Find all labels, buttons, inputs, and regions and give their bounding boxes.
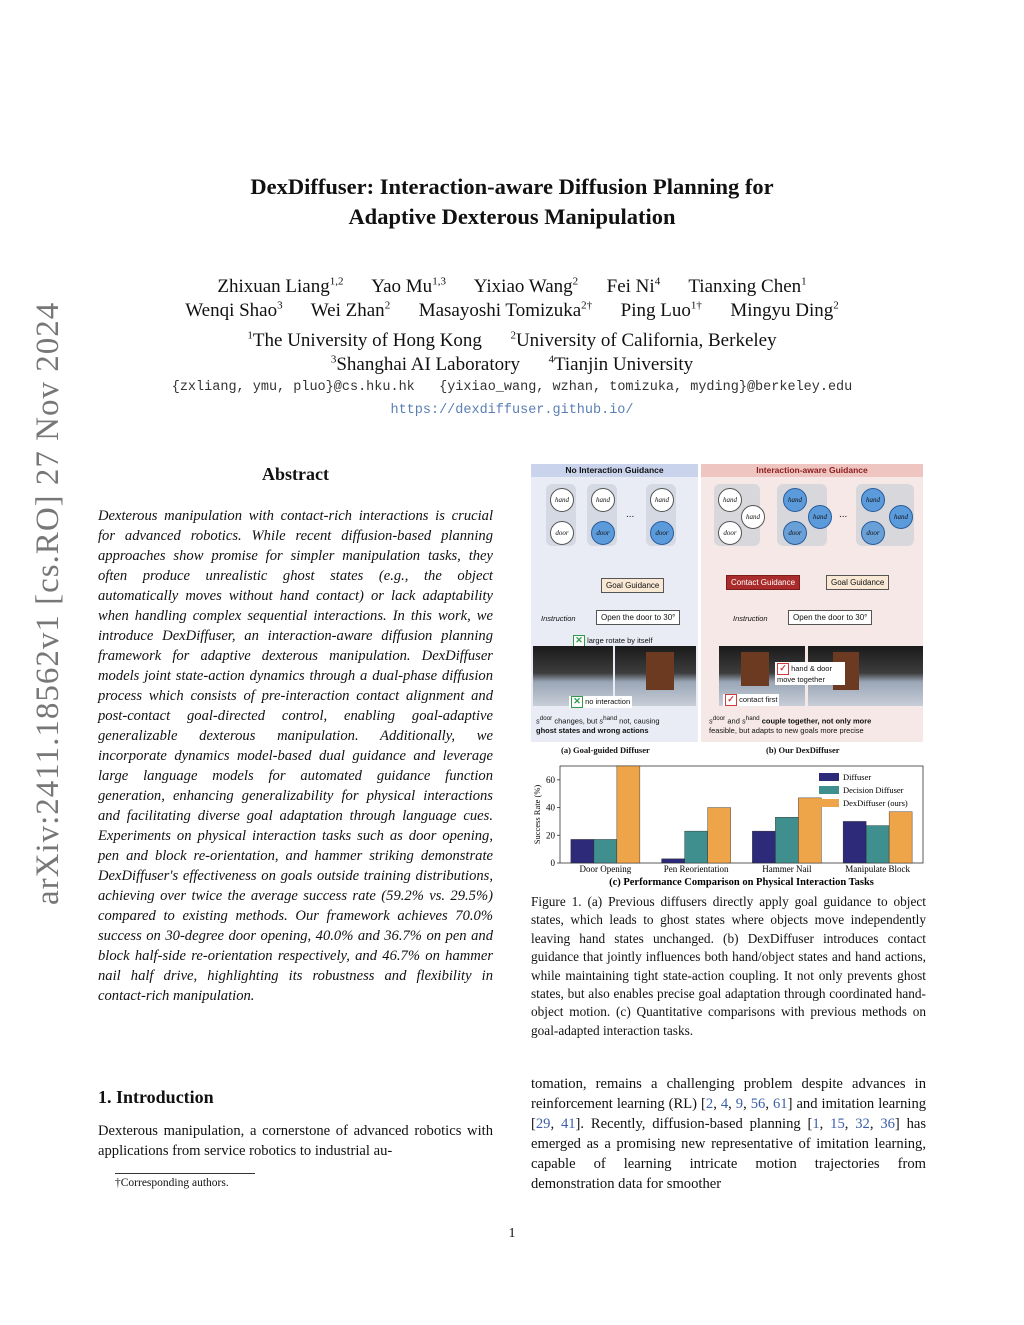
- instruction-box: Open the door to 30°: [596, 610, 680, 625]
- chart-title: (c) Performance Comparison on Physical Interaction Tasks: [609, 877, 874, 888]
- door-state-node: door: [650, 521, 674, 545]
- bar: [571, 839, 594, 863]
- x-tick-label: Door Opening: [579, 864, 632, 874]
- legend-swatch: [819, 773, 839, 781]
- hand-state-node: hand: [861, 488, 885, 512]
- emails-hku: {zxliang, ymu, pluo}@cs.hku.hk: [171, 380, 415, 395]
- y-tick-label: 40: [546, 802, 555, 813]
- door-object: [741, 652, 769, 686]
- author: Tianxing Chen$^1$: [688, 276, 807, 298]
- bar: [889, 812, 912, 863]
- intro-paragraph-left: Dexterous manipulation, a cornerstone of advanced robotics with applications from service robotics to industrial au-: [98, 1123, 493, 1159]
- section-heading-introduction: 1. Introduction: [98, 1087, 214, 1107]
- bar: [752, 831, 775, 863]
- citation-link[interactable]: 15: [830, 1116, 845, 1132]
- performance-bar-chart: [531, 764, 926, 890]
- instruction-box: Open the door to 30°: [788, 610, 872, 625]
- bar: [798, 798, 821, 863]
- x-tick-label: Hammer Nail: [762, 864, 812, 874]
- author: Ping Luo$^{1\dagger}$: [620, 300, 702, 322]
- footnote: †Corresponding authors.: [115, 1177, 229, 1189]
- bar: [594, 839, 617, 863]
- door-state-node: door: [783, 521, 807, 545]
- hand-state-node: hand: [550, 488, 574, 512]
- goal-guidance-box-right: Goal Guidance: [826, 575, 889, 590]
- abstract-text: Dexterous manipulation with contact-rich interactions is crucial for advanced robotics. While recent diffusion-based planning approaches show promise for simpler manipulation tasks, they often produce unrealistic ghost states (e.g., the object automatically moves without hand contact) or lack adaptability when handling complex sequential interactions. In this work, we introduce DexDiffuser, an interaction-aware diffusion planning framework for adaptive dexterous manipulation. DexDiffuser models joint state-action dynamics through a dual-phase diffusion process which consists of pre-interaction contact alignment and post-contact goal-directed control, enabling goal-adaptive generalizable dexterous manipulation. Additionally, we incorporate dynamics model-based dual guidance and leverage large language models for automated guidance function generation, enhancing generalizability for physical interactions and facilitating diverse goal adaptation through language cues. Experiments on physical interaction tasks such as door opening, pen and block re-orientation, and hammer striking demonstrate DexDiffuser's effectiveness on goals outside training distributions, achieving over twice the average success rate (59.2% vs. 29.5%) compared to existing methods. Our framework achieves 70.0% success on 30-degree door opening, 40.0% and 36.7% on pen and block half-side re-orientation respectively, and 46.7% on hammer nail half drive, highlighting its robustness and flexibility in contact-rich manipulation.: [98, 508, 493, 1004]
- check-icon: ✕: [573, 635, 585, 647]
- citation-link[interactable]: 32: [855, 1116, 870, 1132]
- title-line-2: Adaptive Dexterous Manipulation: [348, 204, 676, 229]
- figure-1-diagram: [531, 464, 926, 764]
- door-state-node: door: [718, 521, 742, 545]
- citation-link[interactable]: 29: [535, 1116, 551, 1132]
- legend-label: Diffuser: [843, 772, 872, 782]
- affiliation: $^1$The University of Hong Kong: [247, 330, 482, 352]
- intro-paragraph-right: tomation, remains a challenging problem despite advances in reinforcement learning (RL) [2, 4, 9, 56, 61] and imitation learning [29, 41]. Recently, diffusion-based planning [1, 15, 32, 36] has emerged as a promising new representative of imitation learning, capable of learning intricate motion trajectories from demonstration data for smoother: [531, 1076, 927, 1192]
- author-row-2: [130, 294, 894, 323]
- hand-state-node: hand: [591, 488, 615, 512]
- paper-title: [150, 172, 874, 232]
- citation-link[interactable]: 9: [735, 1096, 744, 1112]
- bar: [843, 821, 866, 863]
- affiliation: $^4$Tianjin University: [548, 354, 694, 376]
- contact-first-note: ✓ contact first: [723, 694, 779, 706]
- right-panel-description: $s^{door}$ and $s^{hand}$ couple together, not only more feasible, but adapts to new goals more precise: [709, 715, 872, 735]
- check-icon: ✕: [571, 696, 583, 708]
- y-axis-label: Success Rate (%): [532, 784, 542, 845]
- footnote-divider: [115, 1173, 255, 1174]
- figure-caption: Figure 1. (a) Previous diffusers directly apply goal guidance to object states, which leads to ghost states where objects move independently leaving hand states unchanged. (b) DexDiffuser introduces contact guidance that jointly influences both hand/object states and hand actions, while maintaining tight state-action coupling. It not only prevents ghost states, but also enables precise goal adaptation through coordinated hand-object motion. (c) Quantitative comparisons with previous methods on goal-adapted interaction tasks.: [531, 894, 926, 1038]
- bar: [617, 766, 640, 863]
- hand-action-node: hand: [889, 505, 913, 529]
- door-state-node: door: [591, 521, 615, 545]
- page-number: 1: [508, 1226, 516, 1241]
- contact-guidance-box: Contact Guidance: [726, 575, 800, 590]
- goal-guidance-box-left: Goal Guidance: [601, 578, 664, 593]
- arxiv-sidebar-id: arXiv:2411.18562v1 [cs.RO] 27 Nov 2024: [30, 301, 66, 905]
- hand-state-node: hand: [783, 488, 807, 512]
- panel-right-title: Interaction-aware Guidance: [701, 464, 923, 477]
- subcaption-b: (b) Our DexDiffuser: [766, 745, 840, 755]
- emails-berkeley: {yixiao_wang, wzhan, tomizuka, myding}@berkeley.edu: [439, 380, 853, 395]
- hand-action-node: hand: [808, 505, 832, 529]
- hand-state-node: hand: [718, 488, 742, 512]
- email-row: [130, 376, 894, 400]
- author: Masayoshi Tomizuka$^{2\dagger}$: [418, 300, 593, 322]
- affiliation-row-2: [130, 348, 894, 377]
- citation-link[interactable]: 1: [812, 1116, 820, 1132]
- affiliation: $^2$University of California, Berkeley: [510, 330, 777, 352]
- citation-link[interactable]: 56: [750, 1096, 766, 1112]
- author: Yixiao Wang$^2$: [473, 276, 579, 298]
- ellipsis: ...: [839, 509, 848, 520]
- legend-swatch: [819, 799, 839, 807]
- author: Fei Ni$^4$: [606, 276, 661, 298]
- abstract-heading: Abstract: [262, 464, 329, 484]
- ellipsis: ...: [626, 509, 635, 520]
- legend-label: DexDiffuser (ours): [843, 798, 908, 808]
- left-panel-description: $s^{door}$ changes, but $s^{hand}$ not, causing ghost states and wrong actions: [536, 715, 660, 735]
- hand-state-node: hand: [650, 488, 674, 512]
- hand-door-note: ✓ hand & door move together: [775, 662, 845, 685]
- no-interaction-note: ✕ no interaction: [569, 696, 632, 708]
- title-line-1: DexDiffuser: Interaction-aware Diffusion Planning for: [250, 174, 774, 199]
- door-object: [646, 652, 674, 690]
- instruction-label: Instruction: [733, 614, 768, 623]
- bar: [708, 808, 731, 863]
- affiliation: $^3$Shanghai AI Laboratory: [330, 354, 520, 376]
- x-tick-label: Manipulate Block: [845, 864, 910, 874]
- y-tick-label: 60: [546, 774, 555, 785]
- author: Wenqi Shao$^3$: [185, 300, 283, 322]
- citation-link[interactable]: 36: [880, 1116, 895, 1132]
- citation-link[interactable]: 41: [560, 1116, 576, 1132]
- bar: [866, 826, 889, 863]
- bar: [775, 817, 798, 863]
- instruction-label: Instruction: [541, 614, 576, 623]
- author: Mingyu Ding$^2$: [730, 300, 839, 322]
- author: Zhixuan Liang$^{1,2}$: [217, 276, 344, 298]
- citation-link[interactable]: 4: [720, 1096, 729, 1112]
- check-icon: ✓: [777, 663, 789, 675]
- citation-link[interactable]: 2: [705, 1096, 714, 1112]
- project-url-link[interactable]: https://dexdiffuser.github.io/: [390, 403, 634, 418]
- author: Yao Mu$^{1,3}$: [371, 276, 446, 298]
- legend-label: Decision Diffuser: [843, 785, 904, 795]
- door-state-node: door: [861, 521, 885, 545]
- x-tick-label: Pen Reorientation: [663, 864, 729, 874]
- door-state-node: door: [550, 521, 574, 545]
- citation-link[interactable]: 61: [773, 1096, 788, 1112]
- check-icon: ✓: [725, 694, 737, 706]
- legend-swatch: [819, 786, 839, 794]
- y-tick-label: 0: [550, 858, 555, 868]
- hand-action-node: hand: [741, 505, 765, 529]
- bar: [662, 859, 685, 863]
- panel-left-title: No Interaction Guidance: [531, 464, 698, 477]
- author: Wei Zhan$^2$: [310, 300, 391, 322]
- large-rotate-note: ✕ large rotate by itself: [573, 635, 653, 647]
- bar: [685, 831, 708, 863]
- y-tick-label: 20: [546, 830, 555, 841]
- subcaption-a: (a) Goal-guided Diffuser: [561, 745, 650, 755]
